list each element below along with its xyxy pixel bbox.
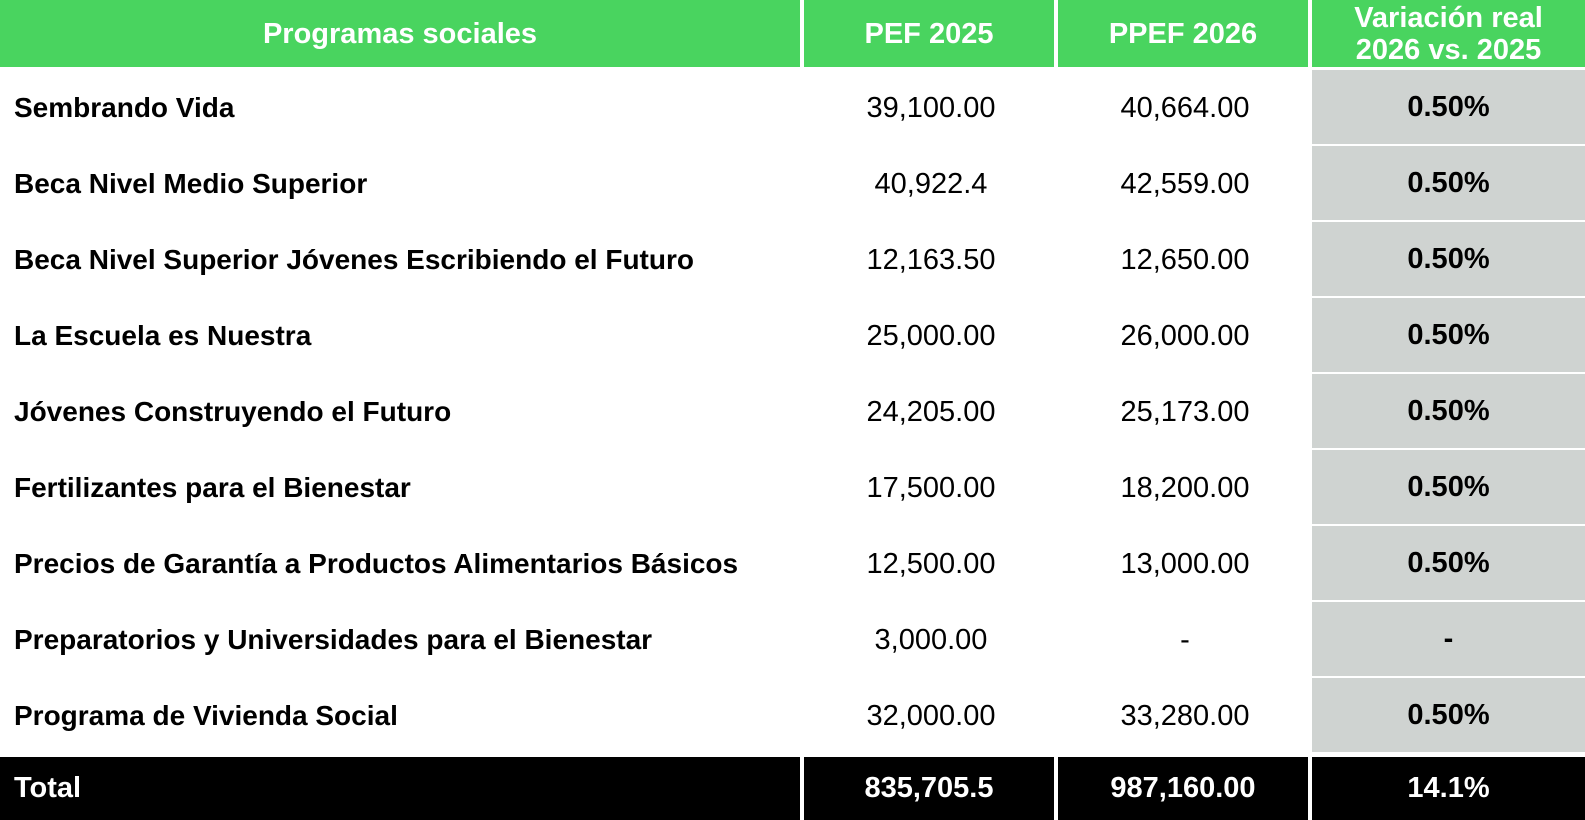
- row-ppef-2026: 18,200.00: [1120, 471, 1250, 504]
- row-variation: 0.50%: [1312, 298, 1585, 374]
- row-ppef-2026: 33,280.00: [1120, 699, 1250, 732]
- row-ppef-2026: 26,000.00: [1120, 319, 1250, 352]
- row-ppef-2026: 12,650.00: [1120, 243, 1250, 276]
- row-pef-2025: 32,000.00: [866, 699, 996, 732]
- row-pef-2025: 3,000.00: [874, 623, 988, 656]
- header-ppef-2026: PPEF 2026: [1058, 0, 1312, 70]
- row-pef-2025: 17,500.00: [866, 471, 996, 504]
- row-ppef-2026: -: [1180, 623, 1190, 656]
- row-pef-2025: 39,100.00: [866, 91, 996, 124]
- row-program-name: Precios de Garantía a Productos Alimentarios Básicos: [14, 548, 739, 579]
- row-ppef-2026: 13,000.00: [1120, 547, 1250, 580]
- header-variation-line1: Variación real: [1354, 1, 1543, 34]
- row-ppef-2026: 40,664.00: [1120, 91, 1250, 124]
- row-pef-2025: 12,500.00: [866, 547, 996, 580]
- row-pef-2025: 12,163.50: [866, 243, 996, 276]
- row-variation: 0.50%: [1312, 678, 1585, 754]
- row-pef-2025: 40,922.4: [874, 167, 988, 200]
- total-variation: 14.1%: [1312, 754, 1585, 820]
- total-pef-2025: 835,705.5: [804, 754, 1058, 820]
- row-program-name: Programa de Vivienda Social: [14, 700, 398, 731]
- row-program-name: Jóvenes Construyendo el Futuro: [14, 396, 452, 427]
- row-program-name: Sembrando Vida: [14, 92, 235, 123]
- row-variation: 0.50%: [1312, 526, 1585, 602]
- row-program-name: La Escuela es Nuestra: [14, 320, 312, 351]
- row-variation: 0.50%: [1312, 146, 1585, 222]
- row-variation: 0.50%: [1312, 374, 1585, 450]
- row-variation: 0.50%: [1312, 222, 1585, 298]
- header-program: Programas sociales: [0, 0, 804, 70]
- row-pef-2025: 24,205.00: [866, 395, 996, 428]
- row-program-name: Beca Nivel Superior Jóvenes Escribiendo el Futuro: [14, 244, 694, 275]
- row-program-name: Fertilizantes para el Bienestar: [14, 472, 411, 503]
- row-ppef-2026: 25,173.00: [1120, 395, 1250, 428]
- row-variation: 0.50%: [1312, 70, 1585, 146]
- row-variation: 0.50%: [1312, 450, 1585, 526]
- row-program-name: Preparatorios y Universidades para el Bienestar: [14, 624, 653, 655]
- row-variation: -: [1312, 602, 1585, 678]
- header-pef-2025: PEF 2025: [804, 0, 1058, 70]
- header-variation: [1312, 0, 1585, 70]
- row-ppef-2026: 42,559.00: [1120, 167, 1250, 200]
- total-ppef-2026: 987,160.00: [1058, 754, 1312, 820]
- header-variation-line2: 2026 vs. 2025: [1355, 33, 1542, 66]
- total-label: Total: [0, 754, 804, 820]
- row-pef-2025: 25,000.00: [866, 319, 996, 352]
- row-program-name: Beca Nivel Medio Superior: [14, 168, 368, 199]
